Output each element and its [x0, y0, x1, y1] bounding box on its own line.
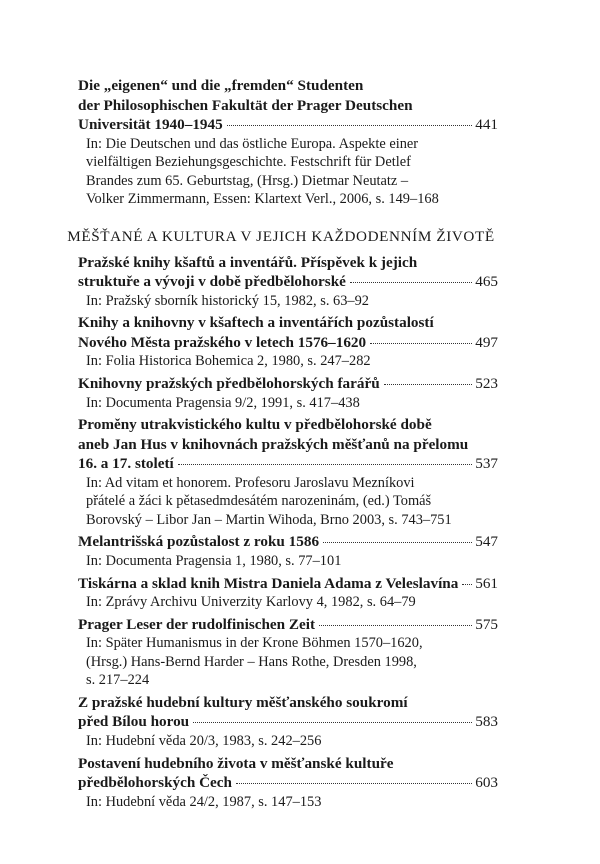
entry-title-line: Z pražské hudební kultury měšťanského soukromí — [78, 693, 408, 711]
entry-source-line: přátelé a žáci k pětasedmdesátém narozeninám, (ed.) Tomáš — [86, 493, 432, 510]
dot-leader — [350, 282, 472, 283]
entry-title-line: Nového Města pražského v letech 1576–1620 — [78, 333, 367, 351]
dot-leader — [384, 384, 473, 385]
entry-title-line: Proměny utrakvistického kultu v předbělohorské době — [78, 416, 432, 434]
entry-source-line: In: Später Humanismus in der Krone Böhmen 1570–1620, — [86, 635, 423, 652]
entry-source-line: In: Documenta Pragensia 1, 1980, s. 77–101 — [86, 552, 342, 569]
entry-title-last-line — [78, 272, 498, 292]
entry-source-line: In: Zprávy Archivu Univerzity Karlovy 4, 1982, s. 64–79 — [86, 594, 416, 611]
entry-title-last-line — [78, 773, 498, 793]
page-number: 547 — [475, 533, 498, 551]
entry-source-line: Brandes zum 65. Geburtstag, (Hrsg.) Dietmar Neutatz – — [86, 172, 409, 189]
page-number: 441 — [475, 116, 498, 133]
entry-title-line: Pražské knihy kšaftů a inventářů. Příspěvek k jejich — [78, 253, 418, 271]
entry-source-line: In: Ad vitam et honorem. Profesoru Jaroslavu Mezníkovi — [86, 474, 415, 491]
dot-leader — [370, 343, 472, 344]
entry-source-line: In: Pražský sborník historický 15, 1982, s. 63–92 — [86, 292, 369, 309]
entry-title-last-line — [78, 374, 498, 394]
entry-source-line: Borovský – Libor Jan – Martin Wihoda, Brno 2003, s. 743–751 — [86, 511, 452, 528]
page-number: 561 — [475, 574, 498, 592]
entry-title-last-line — [78, 115, 498, 135]
entry-title-last-line — [78, 532, 498, 552]
page-number: 497 — [475, 333, 498, 351]
toc-entry — [78, 574, 498, 612]
entry-title-line: Postavení hudebního života v měšťanské kultuře — [78, 754, 394, 772]
entry-title-line: der Philosophischen Fakultät der Prager Deutschen — [78, 96, 413, 114]
toc-entries — [78, 253, 498, 811]
page-number: 583 — [475, 713, 498, 731]
page-number: 523 — [475, 375, 498, 393]
toc-entry — [78, 615, 498, 690]
entry-title-line: Tiskárna a sklad knih Mistra Daniela Adama z Veleslavína — [78, 574, 459, 592]
toc-entry — [78, 374, 498, 412]
entry-title-line: struktuře a vývoji v době předbělohorské — [78, 273, 346, 291]
entry-title-line: Knihovny pražských předbělohorských farářů — [78, 375, 380, 393]
page-number: 603 — [475, 774, 498, 791]
entry-title-last-line — [78, 574, 498, 594]
entry-title-line: před Bílou horou — [78, 713, 190, 731]
entry-source-line: Volker Zimmermann, Essen: Klartext Verl., 2006, s. 149–168 — [86, 191, 439, 208]
dot-leader — [178, 464, 472, 465]
entry-source-line: (Hrsg.) Hans-Bernd Harder – Hans Rothe, Dresden 1998, — [86, 653, 417, 670]
toc-entry — [78, 532, 498, 570]
entry-source-line: vielfältigen Beziehungsgeschichte. Festschrift für Detlef — [86, 154, 411, 171]
entry-source-line: In: Folia Historica Bohemica 2, 1980, s. 247–282 — [86, 353, 371, 370]
dot-leader — [236, 783, 472, 784]
page-number: 537 — [475, 455, 498, 473]
toc-entry — [78, 76, 498, 209]
toc-entry — [78, 693, 498, 751]
toc-entry — [78, 754, 498, 812]
entry-source-line: In: Hudební věda 20/3, 1983, s. 242–256 — [86, 732, 322, 749]
page-number: 575 — [475, 615, 498, 633]
entry-title-line: 16. a 17. století — [78, 455, 174, 473]
dot-leader — [462, 584, 472, 585]
entry-title-line: Prager Leser der rudolfinischen Zeit — [78, 615, 316, 633]
toc-entry — [78, 253, 498, 311]
dot-leader — [323, 542, 472, 543]
entry-title-line: předbělohorských Čech — [78, 774, 232, 791]
entry-title-line: Knihy a knihovny v kšaftech a inventářích pozůstalostí — [78, 314, 434, 332]
dot-leader — [227, 125, 473, 126]
entry-title-last-line — [78, 454, 498, 474]
entry-title-last-line — [78, 615, 498, 635]
toc-entry — [78, 415, 498, 529]
section-heading: MĚŠŤANÉ A KULTURA V JEJICH KAŽDODENNÍM ŽIVOTĚ — [67, 227, 495, 245]
entry-title-last-line — [78, 712, 498, 732]
entry-title-line: Die „eigenen“ und die „fremden“ Studenten — [78, 77, 364, 94]
entry-title-line: Melantrišská pozůstalost z roku 1586 — [78, 533, 320, 551]
table-of-contents — [67, 76, 498, 814]
toc-entry — [78, 313, 498, 371]
entry-source-line: s. 217–224 — [86, 672, 150, 689]
dot-leader — [319, 625, 472, 626]
toc-entries-top — [78, 76, 498, 209]
page-number: 465 — [475, 273, 498, 291]
entry-source-line: In: Hudební věda 24/2, 1987, s. 147–153 — [86, 793, 322, 810]
dot-leader — [193, 722, 472, 723]
entry-title-line: aneb Jan Hus v knihovnách pražských měšťanů na přelomu — [78, 435, 469, 453]
entry-title-line: Universität 1940–1945 — [78, 116, 223, 133]
entry-source-line: In: Documenta Pragensia 9/2, 1991, s. 417–438 — [86, 394, 360, 411]
entry-title-last-line — [78, 333, 498, 353]
entry-source-line: In: Die Deutschen und das östliche Europa. Aspekte einer — [86, 135, 419, 152]
